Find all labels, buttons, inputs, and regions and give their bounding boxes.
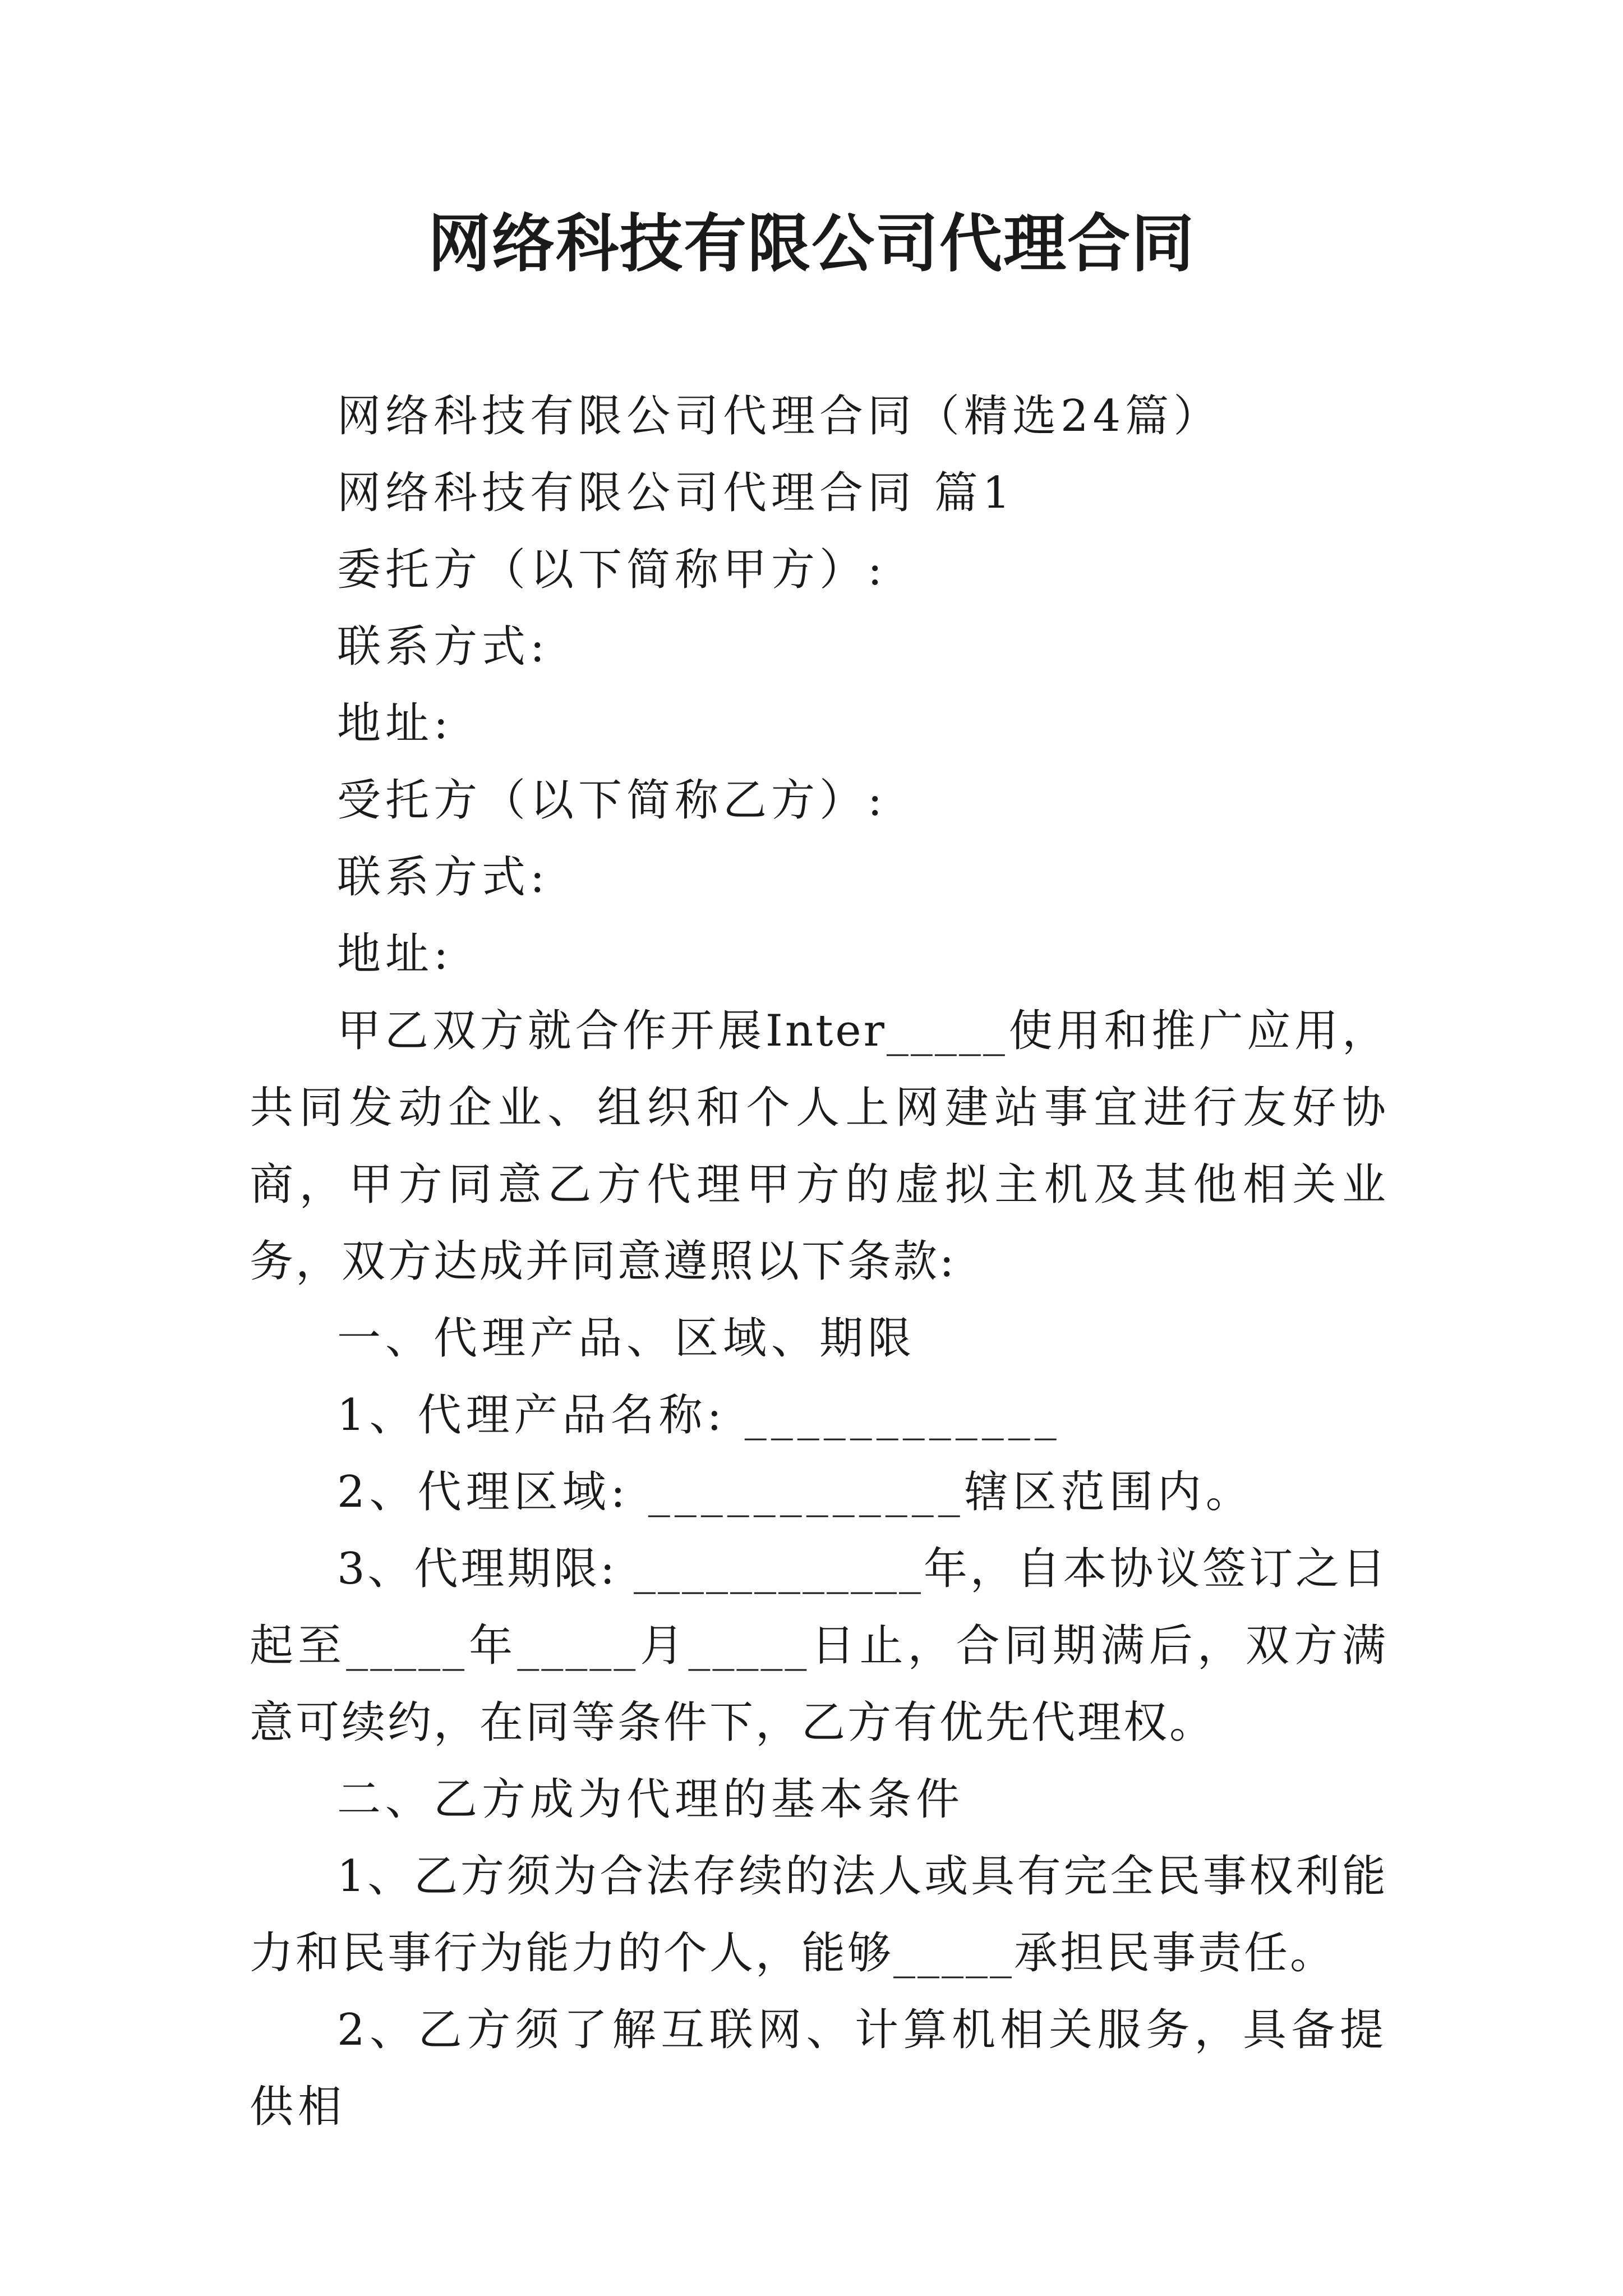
paragraph-party-a-address: 地址: bbox=[337, 698, 453, 749]
document-title: 网络科技有限公司代理合同 bbox=[428, 207, 1195, 280]
paragraph-party-b: 受托方（以下简称乙方）: bbox=[337, 775, 887, 826]
paragraph-party-a-contact: 联系方式: bbox=[337, 622, 550, 672]
paragraph-party-a: 委托方（以下简称甲方）: bbox=[337, 545, 887, 595]
paragraph-subtitle: 网络科技有限公司代理合同（精选24篇） bbox=[337, 391, 1222, 441]
paragraph-clause-1-2: 2、代理区域: ____________辖区范围内。 bbox=[337, 1467, 1254, 1517]
paragraph-preamble: 甲乙双方就合作开展Inter_____使用和推广应用，共同发动企业、组织和个人上网建站事宜进行友好协商，甲方同意乙方代理甲方的虚拟主机及其他相关业务，双方达成并同意遵照以下条款: bbox=[250, 1006, 1388, 1287]
paragraph-clause-1-3: 3、代理期限: ____________年，自本协议签订之日起至_____年_____月_____日止，合同期满后，双方满意可续约，在同等条件下，乙方有优先代理权。 bbox=[250, 1544, 1388, 1748]
paragraph-clause-2-1: 1、乙方须为合法存续的法人或具有完全民事权利能力和民事行为能力的个人，能够_____承担民事责任。 bbox=[250, 1851, 1388, 1978]
paragraph-clause-1-1: 1、代理产品名称: ____________ bbox=[337, 1390, 1061, 1441]
paragraph-heading-2: 二、乙方成为代理的基本条件 bbox=[337, 1774, 965, 1825]
document-body bbox=[250, 378, 1388, 2146]
paragraph-section-heading: 网络科技有限公司代理合同 篇1 bbox=[337, 468, 1015, 518]
paragraph-party-b-contact: 联系方式: bbox=[337, 852, 550, 903]
paragraph-party-b-address: 地址: bbox=[337, 929, 453, 979]
paragraph-heading-1: 一、代理产品、区域、期限 bbox=[337, 1313, 916, 1364]
paragraph-clause-2-2: 2、乙方须了解互联网、计算机相关服务，具备提供相 bbox=[250, 2005, 1388, 2132]
